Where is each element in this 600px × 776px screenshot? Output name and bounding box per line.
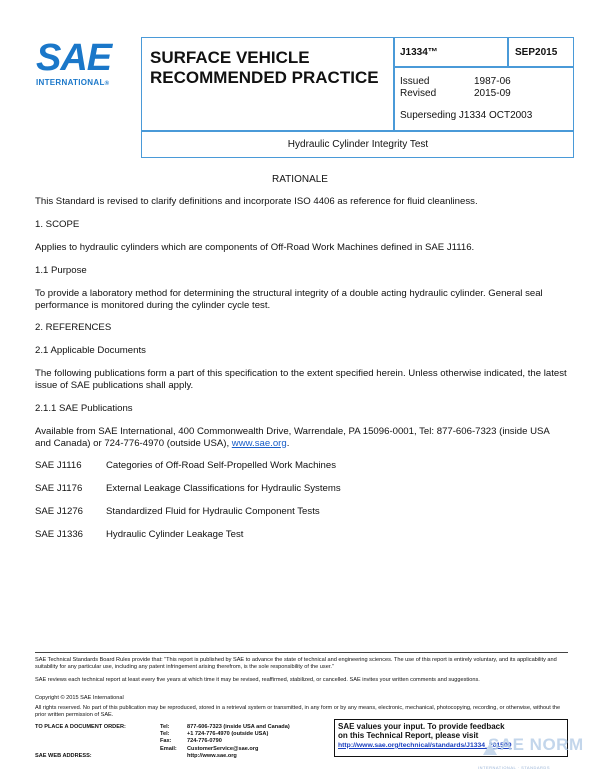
reference-code: SAE J1276 — [35, 506, 84, 517]
references-heading: 2. REFERENCES — [35, 322, 112, 333]
rationale-heading: RATIONALE — [272, 174, 328, 185]
reference-item — [35, 529, 243, 540]
reference-item — [35, 506, 320, 517]
document-type: SURFACE VEHICLE RECOMMENDED PRACTICE — [150, 48, 379, 87]
reference-title: External Leakage Classifications for Hydraulic Systems — [106, 483, 341, 494]
header-divider — [507, 38, 509, 66]
purpose-heading: 1.1 Purpose — [35, 265, 87, 276]
reference-item — [35, 460, 336, 471]
feedback-box: SAE values your input. To provide feedback on this Technical Report, please visit http://www.sae.org/technical/standards/J1334_201509 — [334, 719, 568, 757]
sae-website-link[interactable]: www.sae.org — [231, 437, 287, 449]
reference-code: SAE J1336 — [35, 529, 84, 540]
reference-title: Hydraulic Cylinder Leakage Test — [106, 529, 244, 540]
watermark: SAE NORM — [488, 735, 584, 754]
logo-subtitle: INTERNATIONAL® — [36, 78, 110, 87]
sae-publications-text: Available from SAE International, 400 Commonwealth Drive, Warrendale, PA 15096-0001, Tel: 877-606-7323 (inside USA and Canada) or 724-776-4970 (outside USA), www.sae.org. — [35, 426, 550, 449]
issue-dates: Issued 1987-06 Revised 2015-09 — [400, 76, 511, 99]
rationale-text: This Standard is revised to clarify definitions and incorporate ISO 4406 as reference for fluid cleanliness. — [35, 196, 478, 207]
reference-title: Standardized Fluid for Hydraulic Component Tests — [106, 506, 320, 517]
applicable-heading: 2.1 Applicable Documents — [35, 345, 146, 356]
document-title: Hydraulic Cylinder Integrity Test — [287, 139, 429, 150]
logo-letters: SAE — [36, 37, 112, 79]
scope-heading: 1. SCOPE — [35, 219, 80, 230]
scope-text: Applies to hydraulic cylinders which are components of Off-Road Work Machines defined in SAE J1116. — [35, 242, 475, 253]
purpose-text: To provide a laboratory method for determining the structural integrity of a double acting hydraulic cylinder. General seal performance is monitored during the cylinder cycle test. — [35, 288, 543, 311]
sae-web-address-link[interactable]: http://www.sae.org — [187, 752, 237, 759]
header-divider — [393, 66, 574, 68]
footer-review-text: SAE reviews each technical report at least every five years at which time it may be revised, reaffirmed, stabilized, or cancelled. SAE invites your written comments and suggestions. — [35, 677, 480, 683]
reference-code: SAE J1176 — [35, 483, 83, 494]
customer-service-email[interactable]: CustomerService@sae.org — [187, 745, 259, 752]
order-contact-block: TO PLACE A DOCUMENT ORDER: Tel: 877-606-7323 (inside USA and Canada) Tel: +1 724-776-4970 (outside USA) Fax: 724-776-0790 Email: CustomerService@sae.org SAE WEB ADDRESS: http://www.sae.org — [35, 724, 290, 759]
document-header-box — [141, 37, 574, 158]
reference-code: SAE J1116 — [35, 460, 82, 471]
watermark-subtitle: INTERNATIONAL · STANDARDS — [478, 765, 550, 770]
footer-divider — [35, 652, 568, 653]
header-divider — [393, 38, 395, 130]
applicable-text: The following publications form a part of this specification to the extent specified herein. Unless otherwise indicated, the latest issue of SAE publications shall apply. — [35, 368, 567, 391]
sae-publications-heading: 2.1.1 SAE Publications — [35, 403, 133, 414]
supersede-note: Superseding J1334 OCT2003 — [400, 110, 533, 121]
footer-rules-text: SAE Technical Standards Board Rules provide that: “This report is published by SAE to advance the state of technical and engineering sciences. The use of this report is entirely voluntary, and its applicability and suitability for any particular use, including any patent infringement arising therefrom, is the sole responsibility of the user.” — [35, 657, 557, 670]
standard-number: J1334™ — [400, 47, 438, 58]
footer-copyright: Copyright © 2015 SAE International — [35, 695, 124, 701]
header-divider — [142, 130, 574, 132]
sae-logo — [36, 38, 122, 87]
reference-item — [35, 483, 341, 494]
standard-date: SEP2015 — [515, 47, 558, 58]
feedback-link[interactable]: http://www.sae.org/technical/standards/J1334_201509 — [338, 741, 512, 749]
reference-title: Categories of Off-Road Self-Propelled Work Machines — [106, 460, 337, 471]
footer-rights-text: All rights reserved. No part of this publication may be reproduced, stored in a retrieval system or transmitted, in any form or by any means, electronic, mechanical, photocopying, recording, or otherwise, without the prior written permission of SAE. — [35, 705, 561, 718]
